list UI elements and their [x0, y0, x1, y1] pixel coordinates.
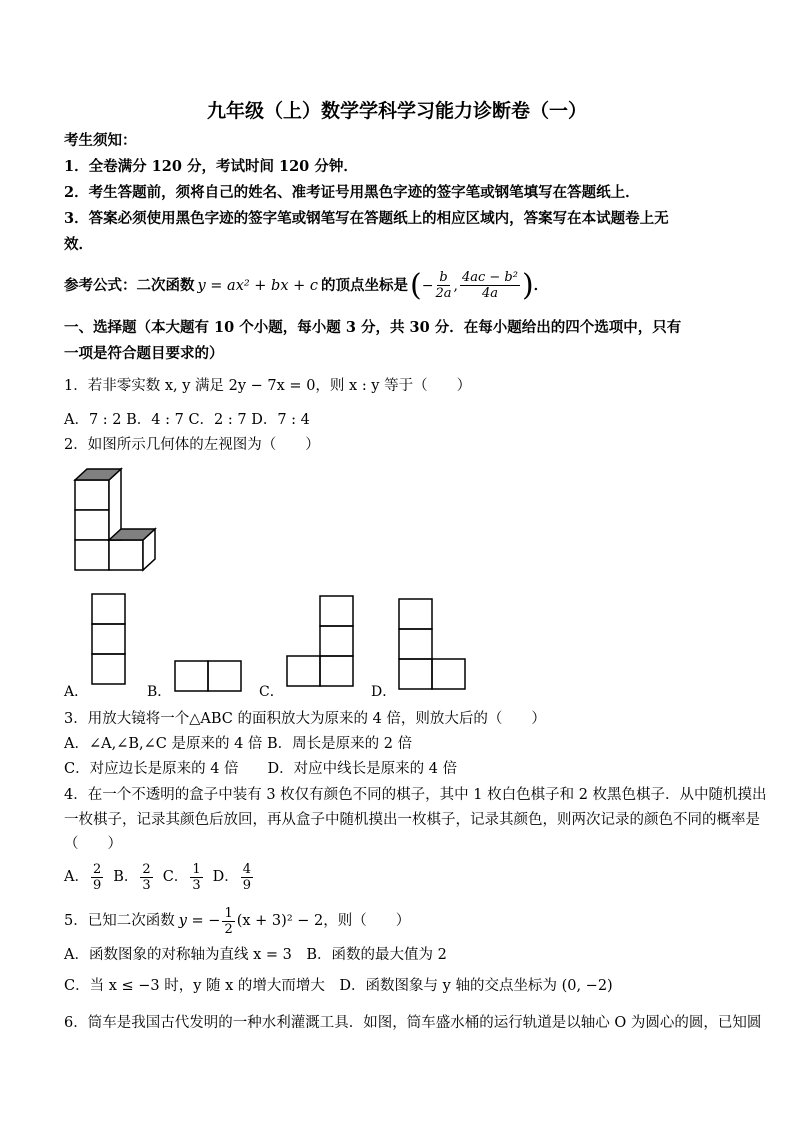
notice-item-3: 3．答案必须使用黑色字迹的签字笔或钢笔写在答题纸上的相应区域内，答案写在本试题卷上无	[64, 210, 669, 227]
q5-fraction: $\frac{1}{2}$	[224, 905, 233, 937]
formula-mid: 的顶点坐标是	[321, 276, 409, 294]
notice-item-2: 2．考生答题前，须将自己的姓名、准考证号用黑色字迹的签字笔或钢笔填写在答题纸上．	[64, 184, 640, 201]
q4-options	[64, 859, 255, 895]
right-paren: )	[521, 267, 534, 303]
formula-expression: y = ax² + bx + c	[197, 277, 319, 294]
q2-solid-figure	[74, 468, 158, 572]
q4-option-a-fraction: $\frac{2}{9}$	[92, 861, 102, 893]
q4-option-c-fraction: $\frac{1}{3}$	[192, 861, 201, 893]
formula-prefix: 参考公式：二次函数	[64, 276, 195, 294]
q2-option-d-figure	[398, 598, 468, 690]
q4-option-b-fraction: $\frac{2}{3}$	[142, 861, 151, 893]
q2-option-a-figure	[91, 593, 127, 685]
q1-stem: 1．若非零实数 x, y 满足 2y − 7x = 0，则 x : y 等于（ ）	[64, 378, 472, 394]
vertex-x-fraction	[435, 270, 451, 301]
notice-item-3-cont: 效．	[64, 236, 93, 253]
q4-option-d-fraction: $\frac{4}{9}$	[242, 861, 252, 893]
q2-option-c-label: C．	[259, 684, 284, 700]
section1-heading: 一、选择题（本大题有 10 个小题，每小题 3 分，共 30 分．在每小题给出的四个选项中，只有	[64, 319, 682, 336]
minus-sign: −	[421, 277, 434, 294]
q2-stem: 2．如图所示几何体的左视图为（ ）	[64, 437, 320, 453]
q4-option-c-label: C．	[162, 869, 189, 885]
vertex-y-denominator: 4a	[481, 286, 498, 301]
q6-stem-line1: 6．筒车是我国古代发明的一种水利灌溉工具．如图，筒车盛水桶的运行轨道是以轴心 O 为圆心的圆，已知圆	[64, 1015, 762, 1031]
notice-item-1: 1．全卷满分 120 分，考试时间 120 分钟．	[64, 158, 358, 175]
q2-option-d-label: D．	[371, 684, 397, 700]
q5-options-cd: C．当 x ≤ −3 时，y 随 x 的增大而增大 D．函数图象与 y 轴的交点坐标为 (0, −2)	[64, 978, 613, 994]
q2-option-b-figure	[174, 660, 244, 693]
q3-stem: 3．用放大镜将一个△ABC 的面积放大为原来的 4 倍，则放大后的（ ）	[64, 711, 546, 727]
q5-options-ab: A．函数图象的对称轴为直线 x = 3 B．函数的最大值为 2	[64, 947, 447, 963]
page-title: 九年级（上）数学学科学习能力诊断卷（一）	[206, 100, 587, 122]
vertex-x-numerator: b	[439, 270, 448, 285]
left-paren: (	[410, 267, 422, 303]
q5-expr-post: (x + 3)² − 2，则（ ）	[236, 913, 411, 929]
q3-options-cd: C．对应边长是原来的 4 倍 D．对应中线长是原来的 4 倍	[64, 761, 458, 777]
q4-option-d-label: D．	[212, 869, 239, 885]
section1-heading-cont: 一项是符合题目要求的）	[64, 345, 224, 362]
q5-stem-text: 5．已知二次函数	[64, 913, 175, 929]
q5-expr-pre: y = −	[178, 913, 221, 929]
vertex-x-denominator: 2a	[435, 286, 452, 301]
vertex-y-fraction	[460, 270, 520, 301]
q2-option-a-label: A．	[64, 684, 89, 700]
q4-option-a-label: A．	[64, 869, 89, 885]
vertex-y-numerator: 4ac − b²	[461, 270, 518, 285]
notice-heading: 考生须知：	[64, 132, 137, 149]
q1-options: A．7 : 2 B．4 : 7 C．2 : 7 D．7 : 4	[64, 412, 310, 428]
q4-option-b-label: B．	[113, 869, 139, 885]
q2-option-b-label: B．	[147, 684, 172, 700]
q5-stem	[64, 903, 410, 939]
q2-option-c-figure	[286, 595, 356, 687]
q4-stem-line2: 一枚棋子，记录其颜色后放回，再从盒子中随机摸出一枚棋子，记录其颜色，则两次记录的颜色不同的概率是	[64, 812, 760, 828]
q4-stem-line3: （ ）	[64, 836, 122, 852]
q3-options-ab: A．∠A,∠B,∠C 是原来的 4 倍 B．周长是原来的 2 倍	[64, 736, 413, 752]
q4-stem-line1: 4．在一个不透明的盒子中装有 3 枚仅有颜色不同的棋子，其中 1 枚白色棋子和 2 枚黑色棋子．从中随机摸出	[64, 787, 767, 803]
reference-formula: 参考公式：二次函数 y = ax² + bx + c 的顶点坐标是 ( − $\frac{b}{2a}$ , $\frac{\text{4ac − b²}}{4a}$ ) ．	[64, 267, 549, 303]
